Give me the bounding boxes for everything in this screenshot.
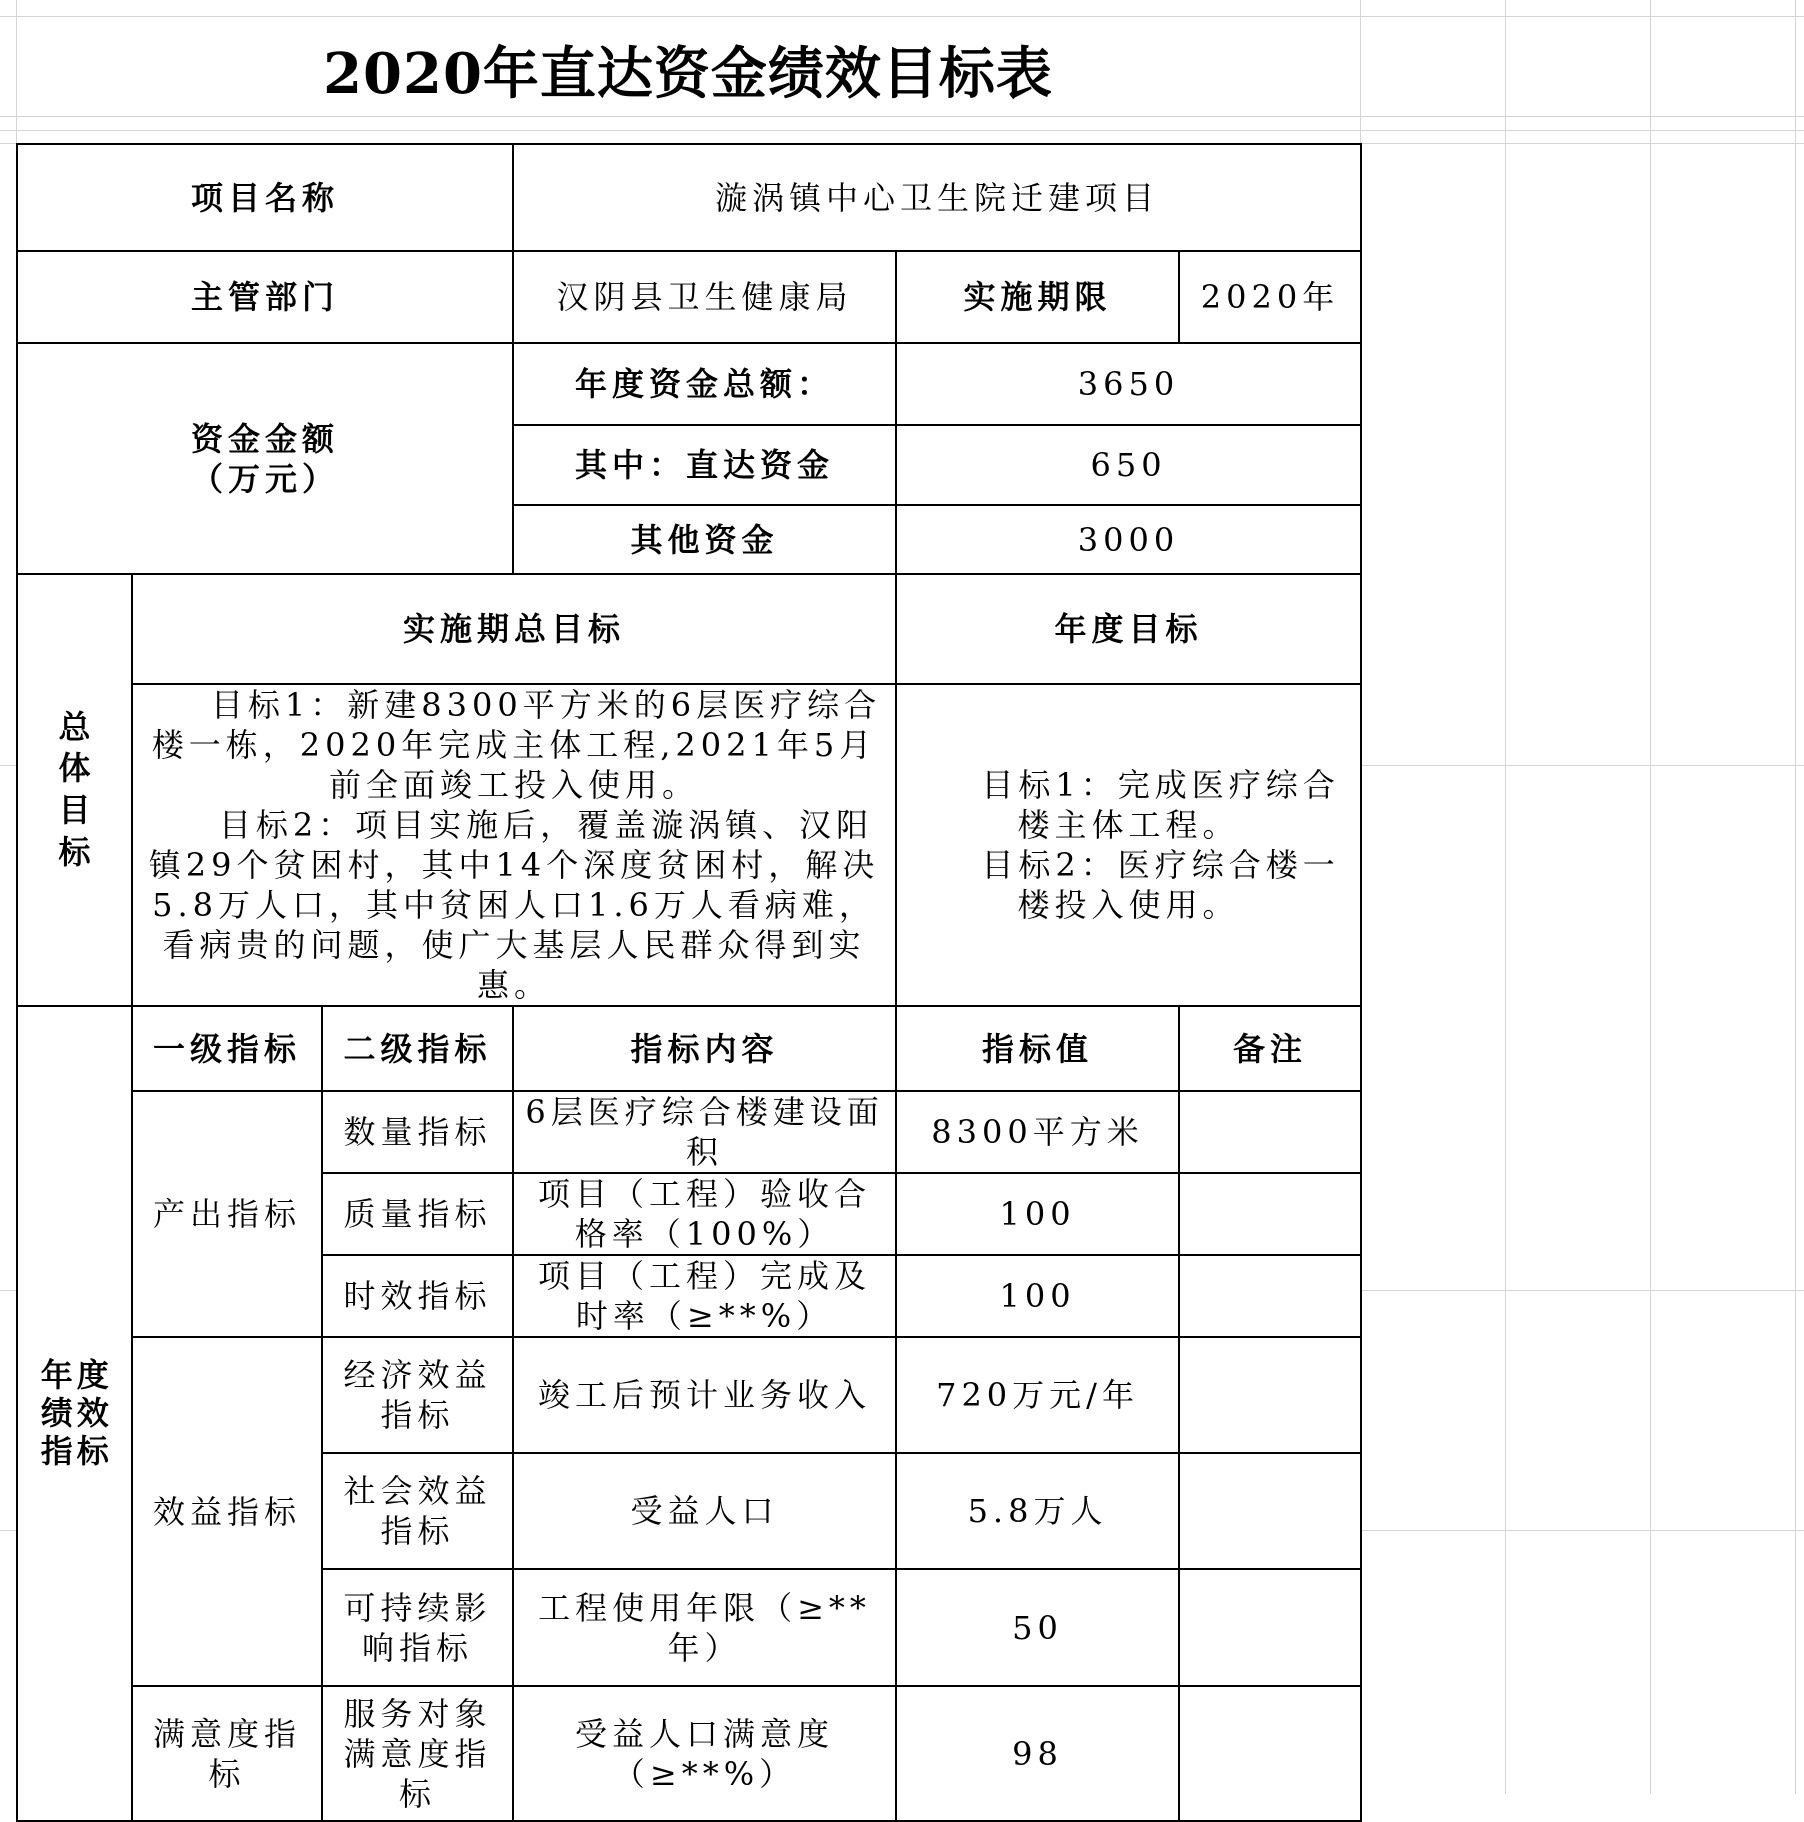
value-cell: 50 (896, 1569, 1179, 1686)
funds-label: 资金金额 (191, 419, 340, 458)
value-cell: 98 (896, 1686, 1179, 1821)
note-cell (1179, 1337, 1361, 1453)
indicators-label-cell (17, 1006, 132, 1821)
level2-cell: 社会效益指标 (322, 1453, 513, 1569)
content-cell: 6层医疗综合楼建设面积 (513, 1091, 896, 1173)
project-row (17, 144, 1361, 251)
funds-row-label: 其他资金 (513, 505, 896, 574)
note-cell (1179, 1173, 1361, 1255)
annual-goal-text (896, 684, 1361, 1006)
department-value: 汉阴县卫生健康局 (513, 251, 896, 343)
level1-satisfaction: 满意度指标 (132, 1686, 322, 1821)
header-note: 备注 (1179, 1006, 1361, 1091)
value-cell: 720万元/年 (896, 1337, 1179, 1453)
value-cell: 100 (896, 1173, 1179, 1255)
goals-content-row (17, 684, 1361, 1006)
period-value: 2020年 (1179, 251, 1361, 343)
table-row (17, 1091, 1361, 1173)
header-level2: 二级指标 (322, 1006, 513, 1091)
note-cell (1179, 1686, 1361, 1821)
project-name-value: 漩涡镇中心卫生院迁建项目 (513, 144, 1361, 251)
level1-output: 产出指标 (132, 1091, 322, 1337)
period-label: 实施期限 (896, 251, 1179, 343)
content-cell: 项目（工程）完成及时率（≥**%） (513, 1255, 896, 1337)
content-cell: 竣工后预计业务收入 (513, 1337, 896, 1453)
level2-cell: 服务对象满意度指标 (322, 1686, 513, 1821)
funds-row-value: 3000 (896, 505, 1361, 574)
value-cell: 5.8万人 (896, 1453, 1179, 1569)
level2-cell: 经济效益指标 (322, 1337, 513, 1453)
indicators-label: 年度绩效指标 (40, 1355, 113, 1471)
level2-cell: 质量指标 (322, 1173, 513, 1255)
funds-total-row (17, 343, 1361, 425)
note-cell (1179, 1453, 1361, 1569)
total-goal-header: 实施期总目标 (132, 574, 896, 684)
funds-row-label: 年度资金总额： (513, 343, 896, 425)
table-row (17, 1337, 1361, 1453)
funds-unit: （万元） (191, 459, 340, 498)
level2-cell: 时效指标 (322, 1255, 513, 1337)
annual-goal-2: 目标2：医疗综合楼一楼投入使用。 (981, 846, 1340, 924)
project-name-label: 项目名称 (17, 144, 513, 251)
header-level1: 一级指标 (132, 1006, 322, 1091)
content-cell: 工程使用年限（≥**年） (513, 1569, 896, 1686)
note-cell (1179, 1255, 1361, 1337)
annual-goal-1: 目标1：完成医疗综合楼主体工程。 (981, 766, 1340, 844)
header-value: 指标值 (896, 1006, 1179, 1091)
goals-label: 总体目标 (58, 707, 91, 871)
content-cell: 项目（工程）验收合格率（100%） (513, 1173, 896, 1255)
level1-benefit: 效益指标 (132, 1337, 322, 1686)
funds-row-label: 其中：直达资金 (513, 425, 896, 505)
total-goal-2: 目标2：项目实施后，覆盖漩涡镇、汉阳镇29个贫困村，其中14个深度贫困村，解决5.8万人口，其中贫困人口1.6万人看病难，看病贵的问题，使广大基层人民群众得到实惠。 (148, 806, 880, 1004)
funds-row-value: 3650 (896, 343, 1361, 425)
department-label: 主管部门 (17, 251, 513, 343)
total-goal-1: 目标1：新建8300平方米的6层医疗综合楼一栋，2020年完成主体工程,2021年5月前全面竣工投入使用。 (151, 686, 882, 804)
total-goal-text (132, 684, 896, 1006)
department-row (17, 251, 1361, 343)
note-cell (1179, 1091, 1361, 1173)
content-cell: 受益人口 (513, 1453, 896, 1569)
indicators-header-row (17, 1006, 1361, 1091)
value-cell: 8300平方米 (896, 1091, 1179, 1173)
level2-cell: 数量指标 (322, 1091, 513, 1173)
goals-label-cell (17, 574, 132, 1006)
value-cell: 100 (896, 1255, 1179, 1337)
header-content: 指标内容 (513, 1006, 896, 1091)
note-cell (1179, 1569, 1361, 1686)
content-cell: 受益人口满意度（≥**%） (513, 1686, 896, 1821)
level2-cell: 可持续影响指标 (322, 1569, 513, 1686)
funds-row-value: 650 (896, 425, 1361, 505)
goals-header-row (17, 574, 1361, 684)
page-title: 2020年直达资金绩效目标表 (323, 41, 1053, 107)
annual-goal-header: 年度目标 (896, 574, 1361, 684)
table-row (17, 1686, 1361, 1821)
performance-table (16, 143, 1362, 1822)
funds-label-cell (17, 343, 513, 574)
